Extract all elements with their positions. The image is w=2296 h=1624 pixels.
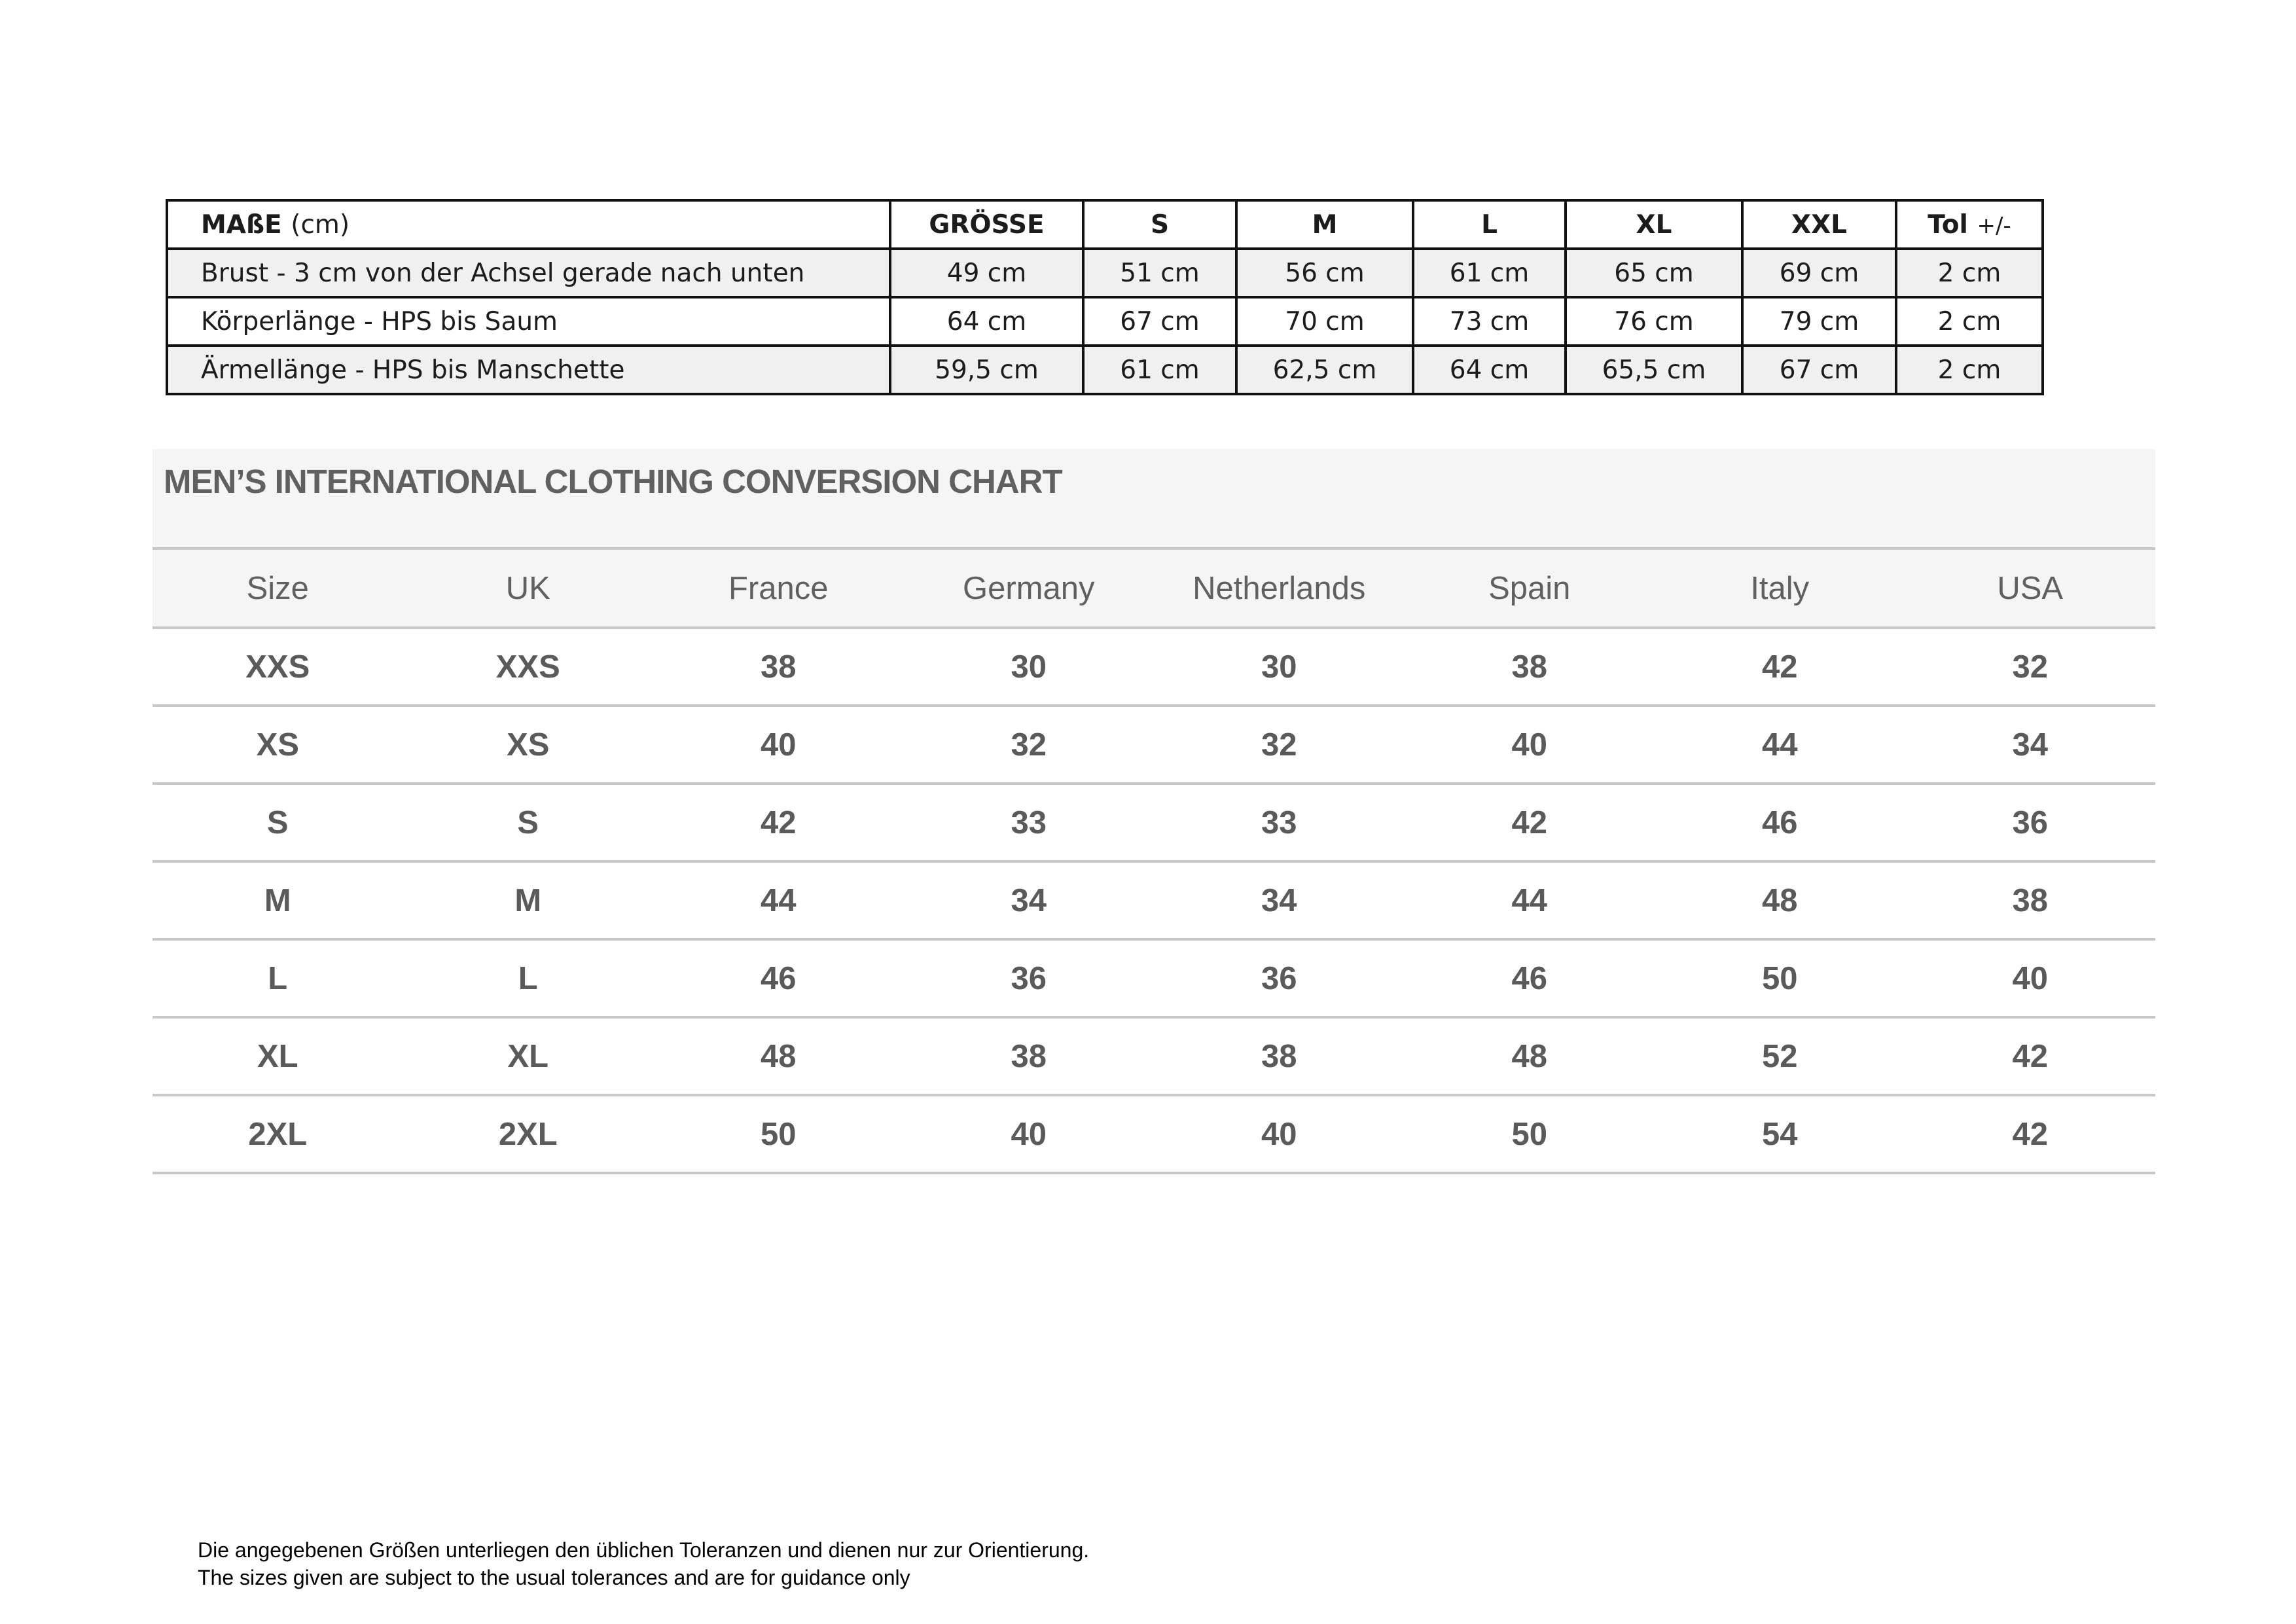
cell-value: 49 cm <box>890 249 1083 297</box>
table-cell: 42 <box>653 784 904 861</box>
header-size-s: S <box>1083 200 1236 249</box>
table-row <box>152 706 2155 784</box>
cell-value: 2 cm <box>1896 297 2043 346</box>
column-header-uk: UK <box>403 549 654 628</box>
cell-value: 65,5 cm <box>1566 346 1742 394</box>
table-cell: XS <box>152 706 403 784</box>
footnote-english: The sizes given are subject to the usual tolerances and are for guidance only <box>198 1566 910 1589</box>
table-cell: 32 <box>904 706 1155 784</box>
table-cell: 32 <box>1905 628 2156 706</box>
table-cell: 2XL <box>403 1095 654 1173</box>
table-cell: 30 <box>904 628 1155 706</box>
table-row <box>152 861 2155 939</box>
table-cell: 38 <box>653 628 904 706</box>
measurement-row-body-length <box>167 297 2043 346</box>
row-label: Körperlänge - HPS bis Saum <box>167 297 890 346</box>
cell-value: 61 cm <box>1413 249 1566 297</box>
table-cell: 36 <box>1154 939 1405 1017</box>
table-cell: 44 <box>1655 706 1905 784</box>
table-cell: 44 <box>1405 861 1655 939</box>
table-row <box>152 784 2155 861</box>
row-label: Brust - 3 cm von der Achsel gerade nach unten <box>167 249 890 297</box>
header-tolerance-label: Tol <box>1928 209 1968 240</box>
table-cell: 34 <box>1905 706 2156 784</box>
table-cell: 40 <box>1405 706 1655 784</box>
table-cell: 50 <box>1655 939 1905 1017</box>
table-cell: 38 <box>1405 628 1655 706</box>
conversion-chart-title: MEN’S INTERNATIONAL CLOTHING CONVERSION CHART <box>164 463 1062 500</box>
table-cell: 48 <box>1655 861 1905 939</box>
cell-value: 2 cm <box>1896 346 2043 394</box>
table-cell: 33 <box>1154 784 1405 861</box>
table-cell: 46 <box>1655 784 1905 861</box>
table-row <box>152 939 2155 1017</box>
cell-value: 70 cm <box>1236 297 1413 346</box>
column-header-italy: Italy <box>1655 549 1905 628</box>
header-size-m: M <box>1236 200 1413 249</box>
table-cell: 36 <box>1905 784 2156 861</box>
cell-value: 64 cm <box>1413 346 1566 394</box>
cell-value: 51 cm <box>1083 249 1236 297</box>
measurements-header-label-text: MAßE <box>201 209 282 240</box>
measurements-header-label <box>167 200 890 249</box>
table-cell: M <box>403 861 654 939</box>
table-cell: 40 <box>1154 1095 1405 1173</box>
header-size-column: GRÖSSE <box>890 200 1083 249</box>
cell-value: 76 cm <box>1566 297 1742 346</box>
table-row <box>152 628 2155 706</box>
cell-value: 64 cm <box>890 297 1083 346</box>
conversion-chart <box>152 449 2155 1174</box>
measurements-header-unit: (cm) <box>291 209 350 240</box>
table-cell: 34 <box>904 861 1155 939</box>
cell-value: 65 cm <box>1566 249 1742 297</box>
header-size-xl: XL <box>1566 200 1742 249</box>
table-cell: 32 <box>1154 706 1405 784</box>
column-header-spain: Spain <box>1405 549 1655 628</box>
table-cell: XL <box>403 1017 654 1095</box>
table-cell: 52 <box>1655 1017 1905 1095</box>
table-cell: 30 <box>1154 628 1405 706</box>
table-cell: 50 <box>1405 1095 1655 1173</box>
header-tolerance <box>1896 200 2043 249</box>
table-cell: S <box>152 784 403 861</box>
table-cell: XL <box>152 1017 403 1095</box>
header-size-l: L <box>1413 200 1566 249</box>
column-header-germany: Germany <box>904 549 1155 628</box>
table-cell: 42 <box>1655 628 1905 706</box>
cell-value: 73 cm <box>1413 297 1566 346</box>
table-cell: 42 <box>1905 1095 2156 1173</box>
table-cell: 36 <box>904 939 1155 1017</box>
cell-value: 67 cm <box>1083 297 1236 346</box>
table-cell: 34 <box>1154 861 1405 939</box>
table-row <box>152 1017 2155 1095</box>
table-cell: 54 <box>1655 1095 1905 1173</box>
cell-value: 62,5 cm <box>1236 346 1413 394</box>
measurements-table <box>166 199 2044 395</box>
cell-value: 79 cm <box>1742 297 1896 346</box>
table-cell: 42 <box>1905 1017 2156 1095</box>
table-row <box>152 1095 2155 1173</box>
table-cell: 33 <box>904 784 1155 861</box>
table-cell: 40 <box>1905 939 2156 1017</box>
table-cell: 42 <box>1405 784 1655 861</box>
table-cell: L <box>403 939 654 1017</box>
cell-value: 61 cm <box>1083 346 1236 394</box>
header-tolerance-suffix: +/- <box>1977 212 2011 239</box>
conversion-table <box>152 547 2155 1174</box>
table-cell: 40 <box>904 1095 1155 1173</box>
table-cell: 48 <box>1405 1017 1655 1095</box>
table-cell: XXS <box>152 628 403 706</box>
measurements-header-row <box>167 200 2043 249</box>
column-header-netherlands: Netherlands <box>1154 549 1405 628</box>
table-cell: 44 <box>653 861 904 939</box>
footnote <box>198 1536 1089 1591</box>
column-header-size: Size <box>152 549 403 628</box>
table-cell: XS <box>403 706 654 784</box>
table-cell: 2XL <box>152 1095 403 1173</box>
header-size-xxl: XXL <box>1742 200 1896 249</box>
cell-value: 67 cm <box>1742 346 1896 394</box>
table-cell: L <box>152 939 403 1017</box>
table-cell: 50 <box>653 1095 904 1173</box>
cell-value: 2 cm <box>1896 249 2043 297</box>
table-cell: 48 <box>653 1017 904 1095</box>
cell-value: 59,5 cm <box>890 346 1083 394</box>
table-cell: M <box>152 861 403 939</box>
cell-value: 69 cm <box>1742 249 1896 297</box>
table-cell: S <box>403 784 654 861</box>
table-cell: 40 <box>653 706 904 784</box>
conversion-title-bar <box>152 449 2155 547</box>
measurement-row-sleeve-length <box>167 346 2043 394</box>
footnote-german: Die angegebenen Größen unterliegen den üblichen Toleranzen und dienen nur zur Orientierung. <box>198 1538 1090 1562</box>
measurement-row-chest <box>167 249 2043 297</box>
column-header-france: France <box>653 549 904 628</box>
table-cell: 38 <box>904 1017 1155 1095</box>
conversion-header-row <box>152 549 2155 628</box>
table-cell: 38 <box>1154 1017 1405 1095</box>
column-header-usa: USA <box>1905 549 2156 628</box>
table-cell: 46 <box>653 939 904 1017</box>
cell-value: 56 cm <box>1236 249 1413 297</box>
row-label: Ärmellänge - HPS bis Manschette <box>167 346 890 394</box>
table-cell: 46 <box>1405 939 1655 1017</box>
table-cell: XXS <box>403 628 654 706</box>
table-cell: 38 <box>1905 861 2156 939</box>
